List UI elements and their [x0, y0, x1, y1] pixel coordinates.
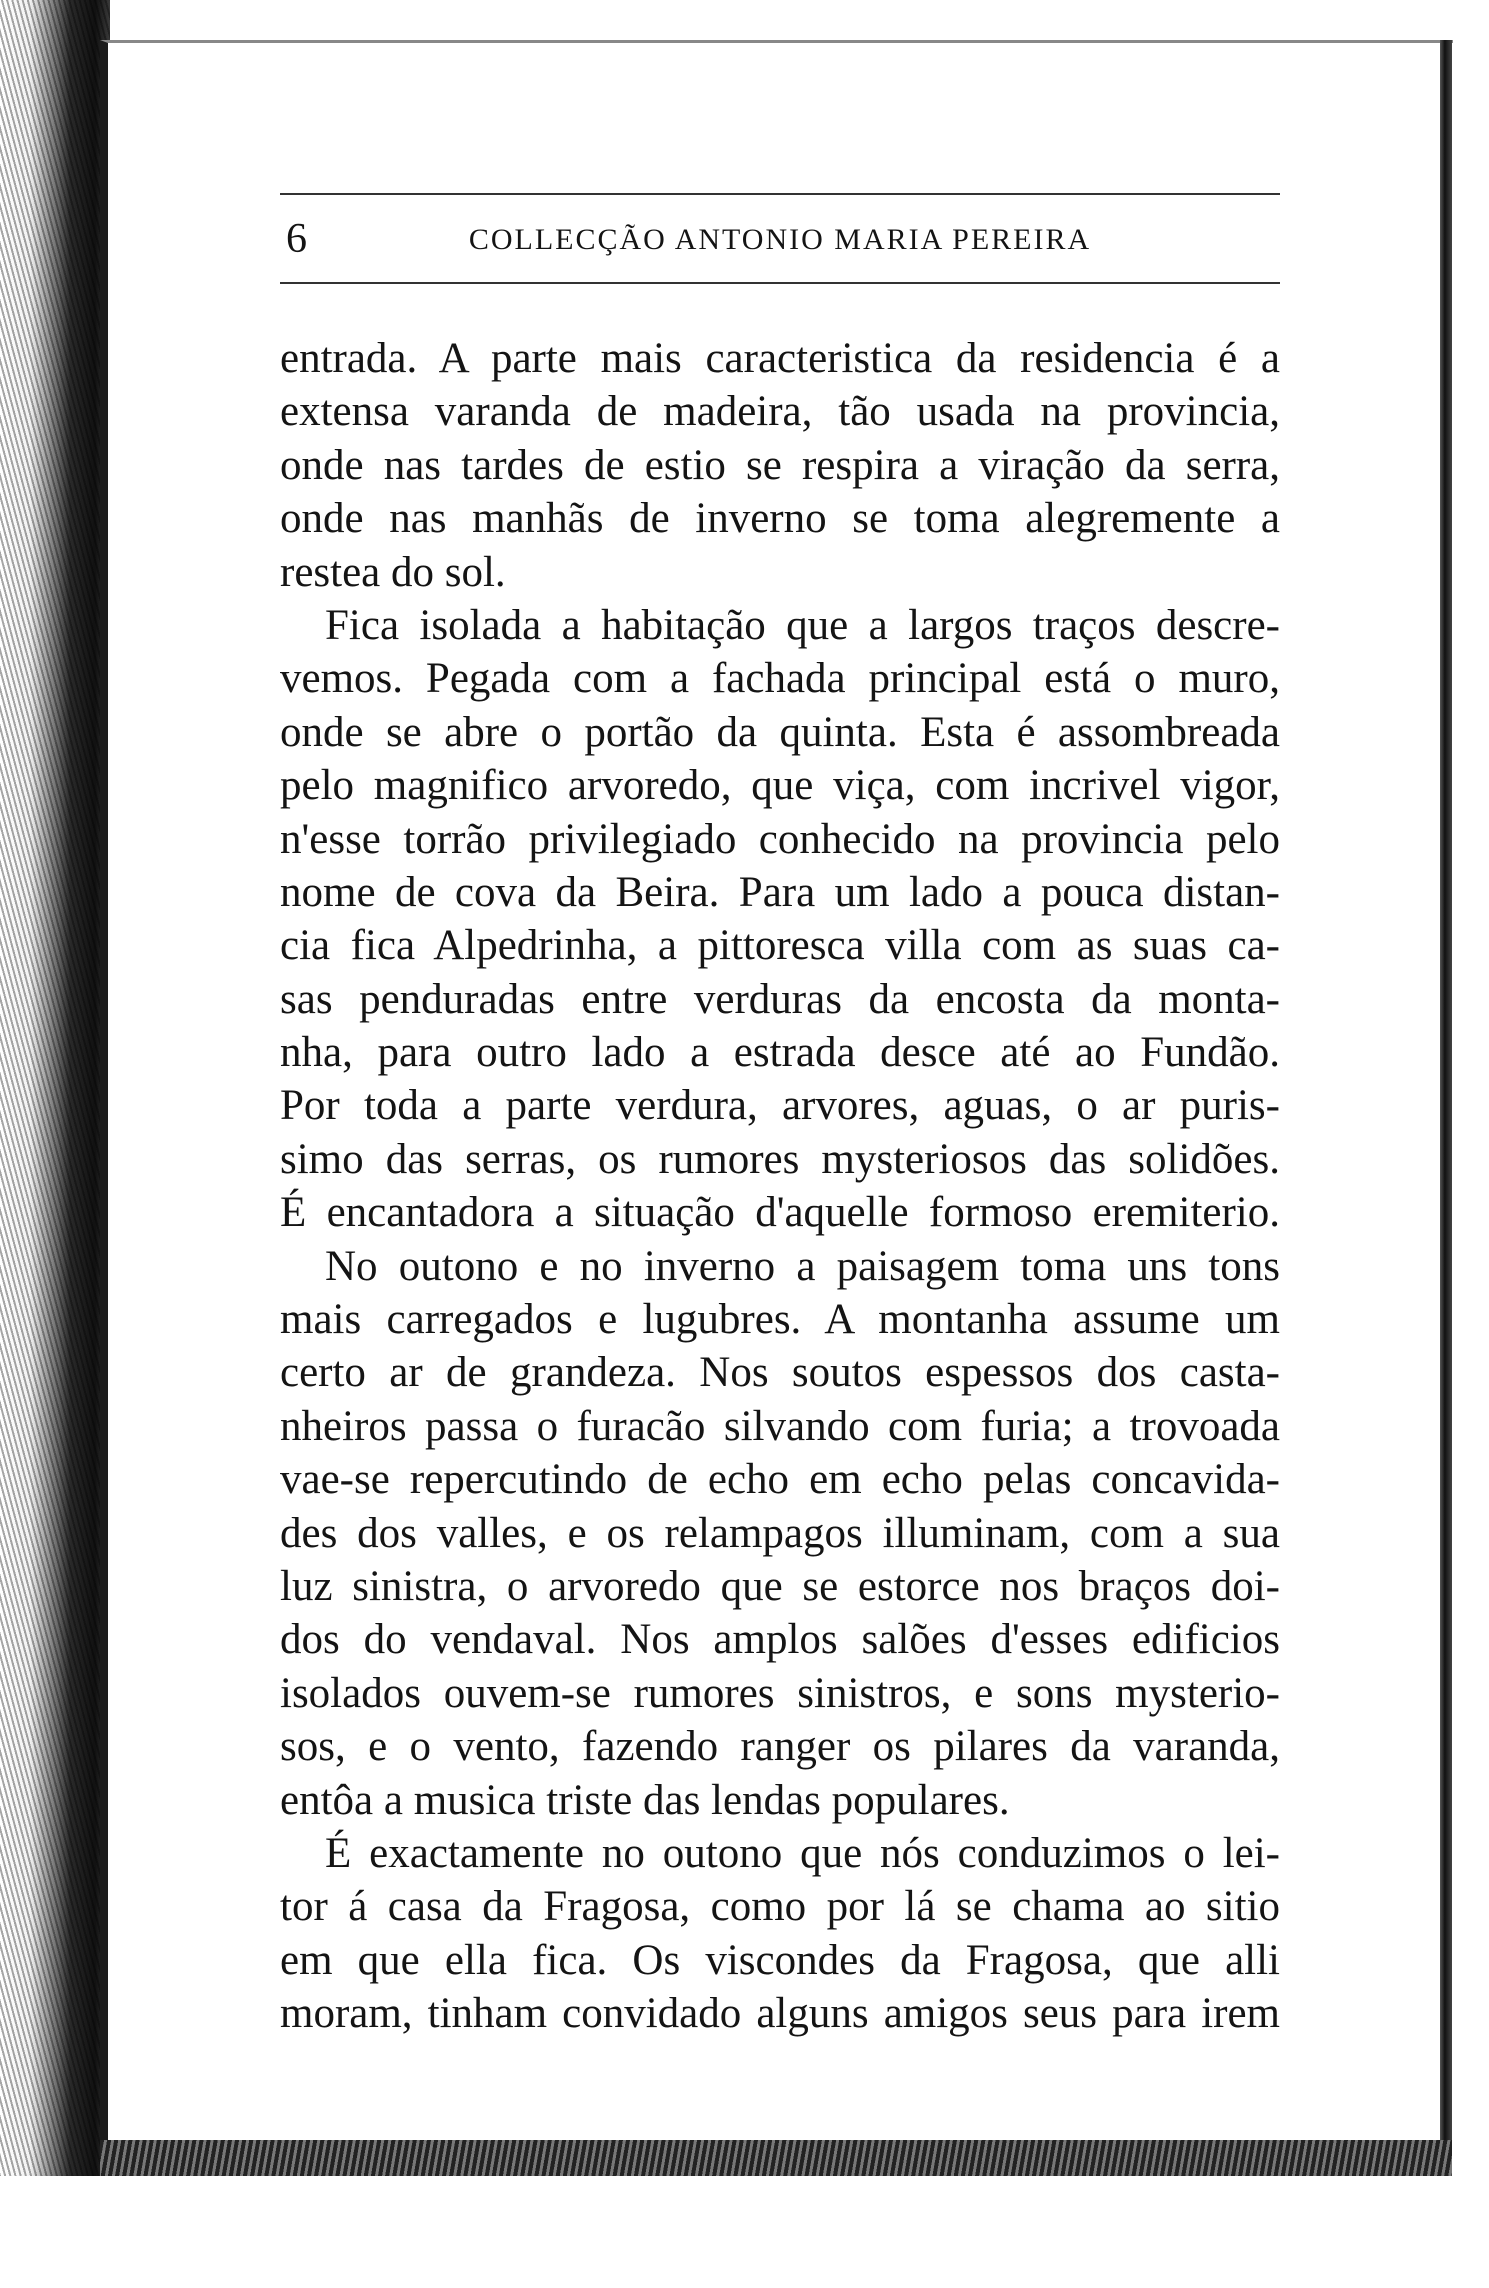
text-line: vae-se repercutindo de echo em echo pelas concavida- — [280, 1456, 1280, 1504]
text-line: dos do vendaval. Nos amplos salões d'esses edificios — [280, 1616, 1280, 1664]
header-rule-bottom — [280, 282, 1280, 284]
text-line: nheiros passa o furacão silvando com furia; a trovoada — [280, 1402, 1280, 1450]
text-line: extensa varanda de madeira, tão usada na provincia, — [280, 388, 1280, 436]
text-line: restea do sol. — [280, 548, 506, 596]
text-line: entôa a musica triste das lendas populares. — [280, 1776, 1010, 1824]
text-line: entrada. A parte mais caracteristica da residencia é a — [280, 335, 1280, 382]
text-line: pelo magnifico arvoredo, que viça, com incrivel vigor, — [280, 762, 1280, 810]
text-line: tor á casa da Fragosa, como por lá se chama ao sitio — [280, 1883, 1280, 1931]
text-line: onde nas tardes de estio se respira a viração da serra, — [280, 441, 1280, 489]
text-line: nome de cova da Beira. Para um lado a pouca distan- — [280, 868, 1280, 916]
page-right-edge — [1440, 40, 1452, 2170]
text-line: luz sinistra, o arvoredo que se estorce nos braços doi- — [280, 1562, 1280, 1610]
text-line: onde se abre o portão da quinta. Esta é assombreada — [280, 708, 1280, 756]
text-line: certo ar de grandeza. Nos soutos espessos dos casta- — [280, 1349, 1280, 1397]
text-line: cia fica Alpedrinha, a pittoresca villa com as suas ca- — [280, 922, 1280, 970]
text-line: simo das serras, os rumores mysteriosos das solidões. — [280, 1135, 1280, 1183]
text-line: nha, para outro lado a estrada desce até ao Fundão. — [280, 1029, 1280, 1077]
text-line: moram, tinham convidado alguns amigos seus para irem — [280, 1990, 1280, 2038]
text-line: sos, e o vento, fazendo ranger os pilares da varanda, — [280, 1723, 1280, 1771]
header-rule-top — [280, 193, 1280, 195]
text-line: No outono e no inverno a paisagem toma uns tons — [325, 1242, 1280, 1290]
page-header — [280, 205, 1280, 275]
text-line: mais carregados e lugubres. A montanha assume um — [280, 1296, 1280, 1344]
text-line: isolados ouvem-se rumores sinistros, e sons mysterio- — [280, 1669, 1280, 1717]
body-text — [280, 332, 1280, 2041]
text-line: des dos valles, e os relampagos illuminam, com a sua — [280, 1509, 1280, 1557]
text-line: sas penduradas entre verduras da encosta da monta- — [280, 975, 1280, 1023]
page-number: 6 — [286, 216, 308, 262]
running-title: COLLECÇÃO ANTONIO MARIA PEREIRA — [468, 223, 1092, 256]
text-line: onde nas manhãs de inverno se toma alegremente a — [280, 495, 1280, 543]
text-line: Fica isolada a habitação que a largos traços descre- — [325, 601, 1280, 649]
text-line: Por toda a parte verdura, arvores, aguas, o ar puris- — [280, 1082, 1280, 1130]
text-line: em que ella fica. Os viscondes da Fragosa, que alli — [280, 1936, 1280, 1984]
book-binding-edge — [0, 0, 110, 2288]
text-line: n'esse torrão privilegiado conhecido na provincia pelo — [280, 815, 1280, 863]
text-line: É exactamente no outono que nós conduzimos o lei- — [325, 1829, 1280, 1877]
page-bottom-edge — [100, 2140, 1452, 2176]
scan-background — [0, 2176, 1489, 2288]
text-line: É encantadora a situação d'aquelle formoso eremiterio. — [280, 1189, 1280, 1237]
text-line: vemos. Pegada com a fachada principal está o muro, — [280, 655, 1280, 703]
